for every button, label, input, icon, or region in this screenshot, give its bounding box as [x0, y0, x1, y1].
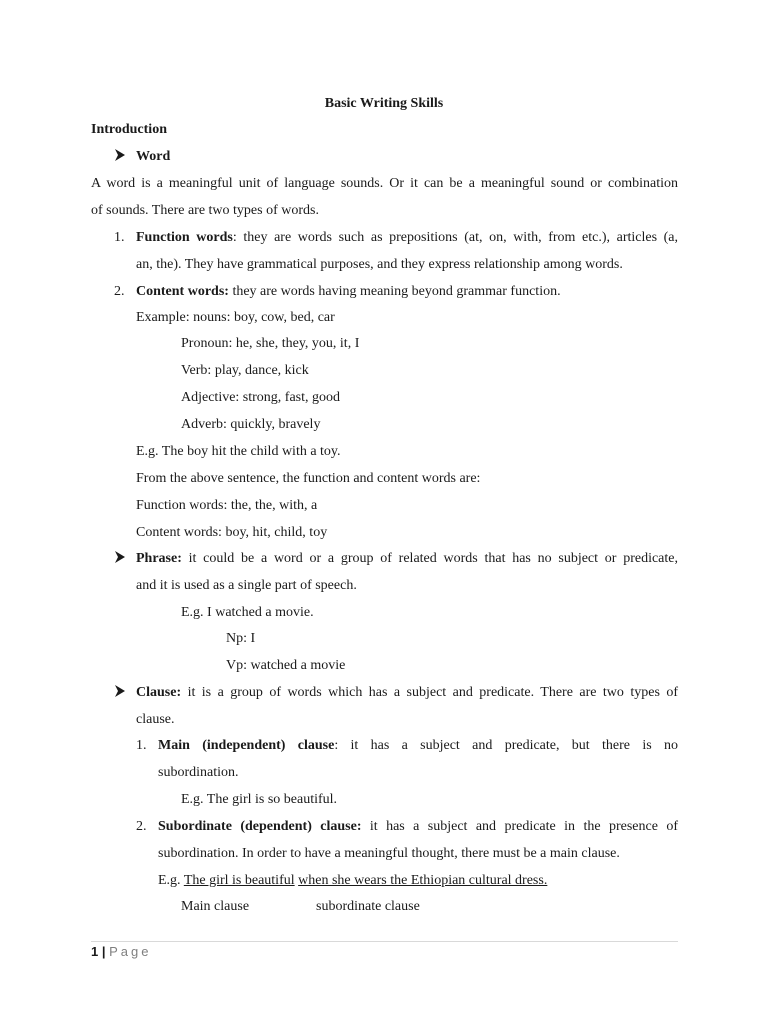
function-words-term: Function words [136, 230, 233, 245]
main-clause-eg: E.g. The girl is so beautiful. [181, 792, 338, 807]
phrase-line1 [136, 550, 678, 568]
function-words-line2: an, the). They have grammatical purposes, and they express relationship among words. [136, 257, 623, 272]
phrase-term: Phrase: [136, 551, 182, 566]
content-words-text: they are words having meaning beyond grammar function. [228, 284, 561, 299]
phrase-vp: Vp: watched a movie [226, 658, 346, 673]
subordinate-clause-eg [158, 872, 547, 890]
word-paragraph-line1: A word is a meaningful unit of language sounds. Or it can be a meaningful sound or combination [91, 176, 678, 191]
phrase-eg: E.g. I watched a movie. [181, 605, 314, 620]
subordinate-clause-text: it has a subject and predicate in the presence of [361, 819, 678, 834]
example-pronoun: Pronoun: he, she, they, you, it, I [181, 336, 360, 351]
phrase-np: Np: I [226, 631, 256, 646]
document-title: Basic Writing Skills [324, 96, 444, 111]
clause-line1 [136, 684, 678, 702]
main-clause-term: Main (independent) clause [158, 738, 335, 753]
main-clause-line1 [158, 737, 678, 755]
list-number: 1. [114, 230, 125, 245]
intro-heading: Introduction [91, 122, 167, 137]
label-subordinate-clause: subordinate clause [316, 899, 420, 914]
arrow-bullet-icon [114, 550, 126, 568]
content-words-term: Content words: [136, 284, 229, 299]
eg-sentence: E.g. The boy hit the child with a toy. [136, 444, 341, 459]
list-number: 1. [136, 738, 147, 753]
subordinate-clause-term: Subordinate (dependent) clause: [158, 819, 362, 834]
function-words-text: : they are words such as prepositions (at, on, with, from etc.), articles (a, [232, 230, 679, 245]
phrase-line2: and it is used as a single part of speech. [136, 578, 357, 593]
example-nouns: Example: nouns: boy, cow, bed, car [136, 310, 335, 325]
arrow-bullet-icon [114, 148, 126, 166]
clause-text: it is a group of words which has a subject and predicate. There are two types of [181, 685, 678, 700]
content-words-list: Content words: boy, hit, child, toy [136, 525, 328, 540]
subordinate-clause-line2: subordination. In order to have a meaningful thought, there must be a main clause. [158, 846, 620, 861]
function-words-line1 [136, 229, 678, 247]
example-adjective: Adjective: strong, fast, good [181, 390, 341, 405]
content-words-line1 [136, 283, 561, 301]
list-number: 2. [114, 284, 125, 299]
main-clause-line2: subordination. [158, 765, 239, 780]
page-separator: | [98, 944, 110, 959]
example-adverb: Adverb: quickly, bravely [181, 417, 321, 432]
eg-prefix: E.g. [158, 873, 184, 888]
phrase-text: it could be a word or a group of related words that has no subject or predicate, [181, 551, 678, 566]
function-words-list: Function words: the, the, with, a [136, 498, 318, 513]
eg-main-clause: The girl is beautiful [183, 873, 295, 888]
footer-rule [91, 941, 678, 942]
word-heading: Word [136, 149, 171, 164]
eg-subordinate-clause: when she wears the Ethiopian cultural dress. [298, 873, 548, 888]
example-verb: Verb: play, dance, kick [181, 363, 309, 378]
list-number: 2. [136, 819, 147, 834]
main-clause-text: : it has a subject and predicate, but there is no [334, 738, 678, 753]
page-footer [91, 943, 151, 961]
arrow-bullet-icon [114, 684, 126, 702]
label-main-clause: Main clause [181, 899, 250, 914]
clause-line2: clause. [136, 712, 175, 727]
above-sentence: From the above sentence, the function and content words are: [136, 471, 481, 486]
clause-term: Clause: [136, 685, 182, 700]
page-word: Page [109, 944, 152, 959]
word-paragraph-line2: of sounds. There are two types of words. [91, 203, 319, 218]
page-number: 1 [91, 944, 99, 959]
subordinate-clause-line1 [158, 818, 678, 836]
